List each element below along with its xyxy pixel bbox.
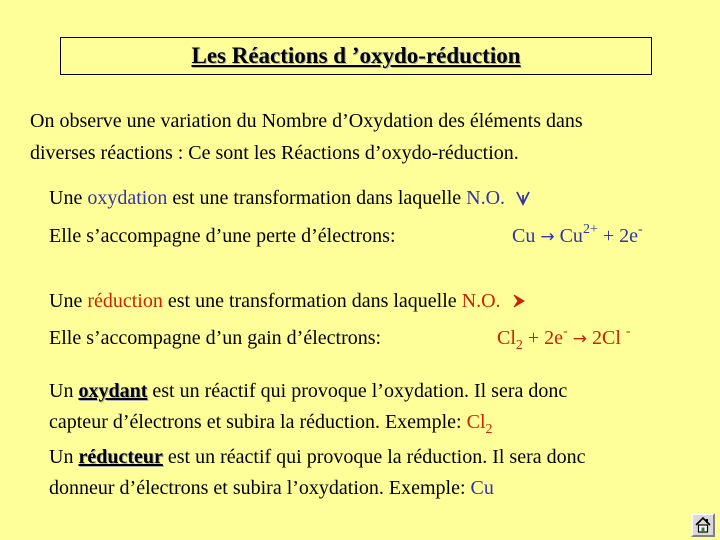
reduction-mid: est une transformation dans laquelle <box>162 290 462 312</box>
oxidant-example <box>466 411 493 437</box>
oxidant-line-1 <box>49 380 567 403</box>
intro-line-1: On observe une variation du Nombre d’Oxydation des éléments dans <box>30 110 583 132</box>
oxidation-equation <box>512 222 643 248</box>
oxidation-pre: Une <box>49 187 88 209</box>
eq-cu-ion: Cu <box>559 225 583 247</box>
reduction-electrons: Elle s’accompagne d’un gain d’électrons: <box>49 327 382 349</box>
right-arrow-icon: → <box>540 227 555 247</box>
reduction-equation <box>497 324 631 353</box>
oxidant-term: oxydant <box>78 380 148 402</box>
eq-plus-electrons: + 2e <box>597 225 638 247</box>
eq-cl-charge: - <box>625 324 631 339</box>
reductant-text: donneur d’électrons et subira l’oxydation. Exemple: <box>49 477 471 499</box>
reductant-line-2 <box>49 477 494 500</box>
eq-cu-charge: 2+ <box>582 222 598 237</box>
right-arrow-icon: → <box>572 329 587 349</box>
reductant-term: réducteur <box>78 446 163 468</box>
arrow-right-icon <box>512 290 526 312</box>
reductant-example: Cu <box>470 477 494 499</box>
oxidant-rest: est un réactif qui provoque l’oxydation. Il sera donc <box>147 380 568 402</box>
reduction-definition <box>49 290 526 313</box>
slide-title: Les Réactions d ’oxydo-réduction <box>191 43 521 68</box>
oxidation-electrons: Elle s’accompagne d’une perte d’électrons: <box>49 225 396 247</box>
intro-line-2: diverses réactions : Ce sont les Réactions d’oxydo-réduction. <box>30 142 519 164</box>
home-icon <box>693 515 713 535</box>
eq-cl: Cl <box>497 327 516 349</box>
oxidant-pre: Un <box>49 380 79 402</box>
oxidation-term: oxydation <box>87 187 168 209</box>
arrow-up-icon <box>516 187 530 209</box>
oxidation-mid: est une transformation dans laquelle <box>167 187 467 209</box>
oxidant-line-2 <box>49 411 493 437</box>
reduction-pre: Une <box>49 290 88 312</box>
eq-electron-charge: - <box>563 324 568 339</box>
oxidation-no: N.O. <box>466 187 506 209</box>
reductant-line-1 <box>49 446 586 469</box>
oxidant-example-sub: 2 <box>485 422 493 437</box>
reductant-pre: Un <box>49 446 79 468</box>
home-button[interactable] <box>691 513 715 537</box>
oxidant-example-symbol: Cl <box>466 411 486 433</box>
reduction-term: réduction <box>87 290 163 312</box>
oxidant-text: capteur d’électrons et subira la réduction. Exemple: <box>49 411 467 433</box>
eq-electron-charge: - <box>638 222 643 237</box>
eq-plus-electrons: + 2e <box>522 327 564 349</box>
eq-cu: Cu <box>512 225 536 247</box>
title-box <box>60 37 652 75</box>
oxidation-definition <box>49 187 530 210</box>
reductant-rest: est un réactif qui provoque la réduction. Il sera donc <box>162 446 586 468</box>
eq-cl-sub: 2 <box>515 338 523 353</box>
eq-cl-ion: 2Cl <box>586 327 621 349</box>
reduction-no: N.O. <box>461 290 501 312</box>
